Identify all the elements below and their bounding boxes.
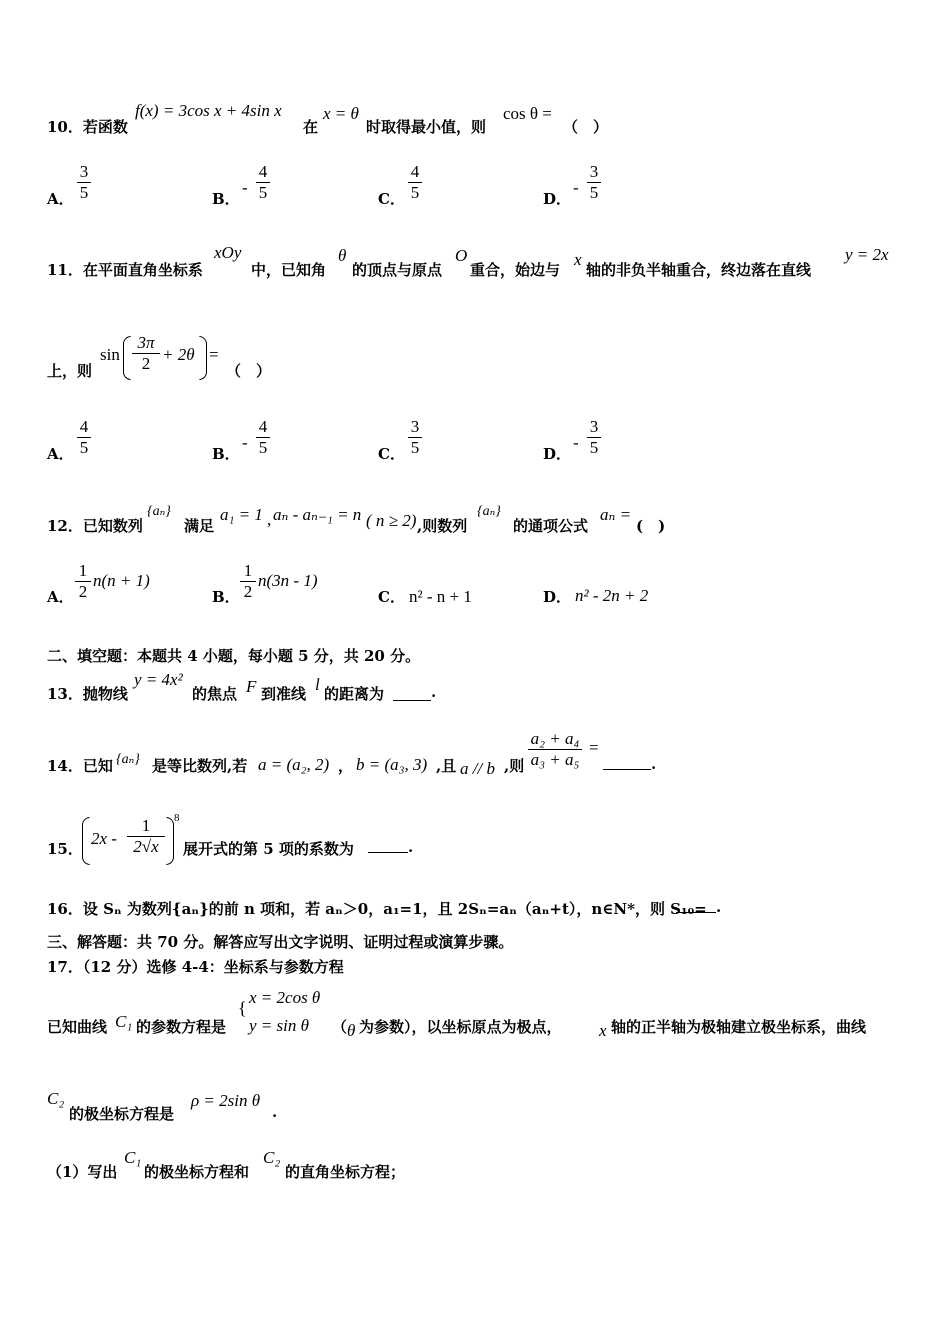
section-2-heading: 二、填空题：本题共 4 小题，每小题 5 分，共 20 分。 [47, 647, 421, 665]
q10-option-label: A． [47, 190, 74, 208]
q14-seq: {aₙ} [116, 752, 140, 767]
q11-left-paren [123, 336, 131, 380]
q12-number: 12．已知数列 [47, 517, 143, 535]
q17-part1-C1: C₁ [124, 1148, 142, 1167]
option-numerator: 4 [258, 417, 268, 436]
q12-paren: ( ) [636, 517, 666, 535]
q10-option-label: B． [212, 190, 240, 208]
q10-option-sign: - [573, 178, 579, 197]
q12-optC-label: C． [378, 588, 405, 606]
q11-option-fraction [587, 417, 601, 458]
q10-ask: cos θ = [503, 104, 552, 123]
q14-frac-num: a₂ + a₄ [530, 729, 580, 748]
q15-number: 15． [47, 840, 83, 858]
q13-number: 13．抛物线 [47, 685, 128, 703]
q14-vector-a: a = (a₂, 2) [258, 755, 330, 774]
q12-text1: 满足 [184, 517, 215, 535]
q14-number: 14．已知 [47, 757, 113, 775]
q12-cond2: aₙ - aₙ₋₁ = n [273, 505, 362, 524]
q15-frac-den: 2√x [133, 837, 159, 856]
q17-end: . [272, 1103, 278, 1121]
q17-brace: { [238, 998, 247, 1018]
q17-text3: （ [332, 1018, 348, 1036]
q10-option-fraction [587, 162, 601, 203]
q11-option-label: D． [543, 445, 572, 463]
q12-optD-label: D． [543, 588, 572, 606]
q15-end: . [408, 838, 414, 856]
q10-option-label: C． [378, 190, 405, 208]
q16-answer-blank [676, 895, 716, 917]
q10-option-label: D． [543, 190, 572, 208]
q11-option-fraction [408, 417, 422, 458]
q17-text6: 的极坐标方程是 [69, 1105, 175, 1123]
q17-polar: ρ = 2sin θ [191, 1091, 261, 1110]
q16-text: 16．设 Sₙ 为数列{aₙ}的前 n 项和，若 aₙ＞0，a₁=1，且 2Sₙ=aₙ（aₙ+t），n∈N*，则 S₁₀= [47, 900, 707, 918]
q11-frac-num: 3π [137, 333, 155, 352]
q11-text2: 的顶点与原点 [352, 261, 443, 279]
section-3-heading: 三、解答题：共 70 分。解答应写出文字说明、证明过程或演算步骤。 [47, 933, 514, 951]
q14-text1: 是等比数列,若 [152, 757, 248, 775]
q11-option-fraction [77, 417, 91, 458]
q13-text2: 到准线 [261, 685, 307, 703]
q10-option-fraction [408, 162, 422, 203]
option-numerator: 4 [79, 417, 89, 436]
q17-part1-a: （1）写出 [47, 1163, 118, 1181]
q12-optA-num: 1 [78, 561, 88, 580]
q11-sin: sin [100, 345, 120, 364]
q14-vector-b: b = (a₃, 3) [356, 755, 428, 774]
q12-optC: n² - n + 1 [409, 587, 472, 606]
q11-option-label: A． [47, 445, 74, 463]
q11-option-sign: - [242, 433, 248, 452]
q12-seq: {aₙ} [147, 504, 171, 519]
option-denominator: 5 [589, 438, 599, 457]
q12-optA-label: A． [47, 588, 74, 606]
q14-text2: ,且 [436, 757, 457, 775]
q11-option-fraction [256, 417, 270, 458]
q11-number: 11．在平面直角坐标系 [47, 261, 203, 279]
option-denominator: 5 [79, 438, 89, 457]
q14-sep: ， [338, 757, 354, 775]
option-numerator: 4 [410, 162, 420, 181]
q11-frac-den: 2 [141, 354, 151, 373]
option-numerator: 3 [589, 417, 599, 436]
q15-exponent: 8 [174, 812, 180, 824]
q12-optB-rest: n(3n - 1) [258, 571, 318, 590]
q11-text3: 重合，始边与 [470, 261, 561, 279]
q11-plus-term: + 2θ [162, 345, 195, 364]
q12-cond3: ( n ≥ 2) [366, 511, 417, 530]
q12-optB-num: 1 [243, 561, 253, 580]
option-numerator: 3 [589, 162, 599, 181]
q11-paren: （ ） [226, 362, 272, 380]
q12-an: aₙ = [600, 505, 632, 524]
q17-x: x [599, 1021, 607, 1040]
q11-right-paren [199, 336, 207, 380]
option-denominator: 5 [258, 438, 268, 457]
q11-x: x [574, 250, 582, 269]
q14-eq: = [589, 738, 599, 757]
q11-origin: O [455, 246, 468, 265]
q17-text2: 的参数方程是 [136, 1018, 227, 1036]
q14-answer-blank [603, 752, 651, 774]
option-denominator: 5 [258, 183, 268, 202]
q13-end: . [431, 683, 437, 701]
q10-option-sign: - [242, 178, 248, 197]
q11-line: y = 2x [845, 245, 889, 264]
q12-text3: 的通项公式 [513, 517, 589, 535]
q12-optA-den: 2 [78, 582, 88, 601]
q10-condition: x = θ [323, 104, 359, 123]
q12-optA-rest: n(n + 1) [93, 571, 150, 590]
q12-optD: n² - 2n + 2 [575, 586, 649, 605]
q10-option-fraction [256, 162, 270, 203]
q11-option-label: C． [378, 445, 405, 463]
q11-text4: 轴的非负半轴重合，终边落在直线 [586, 261, 812, 279]
q11-option-label: B． [212, 445, 240, 463]
q15-fraction [127, 816, 165, 857]
q10-text: 时取得最小值，则 [366, 118, 487, 136]
q17-theta: θ [347, 1021, 356, 1040]
q15-left-paren [82, 817, 90, 865]
q17-part1-c: 的直角坐标方程； [285, 1163, 406, 1181]
q14-end: . [651, 755, 657, 773]
q10-number: 10．若函数 [47, 118, 128, 136]
option-numerator: 4 [258, 162, 268, 181]
q17-C1: C₁ [115, 1012, 133, 1031]
q10-zai: 在 [303, 118, 319, 136]
q12-optB-den: 2 [243, 582, 253, 601]
q17-part1-C2: C₂ [263, 1148, 281, 1167]
q13-F: F [246, 677, 257, 696]
q15-text: 展开式的第 5 项的系数为 [183, 840, 354, 858]
q15-frac-num: 1 [141, 816, 151, 835]
q13-answer-blank [393, 683, 431, 705]
q17-title: 17．（12 分）选修 4-4：坐标系与参数方程 [47, 958, 344, 976]
q12-optA-frac [75, 561, 91, 602]
q13-equation: y = 4x² [134, 670, 183, 689]
q15-expr: 2x - [91, 829, 117, 848]
q17-text4: 为参数），以坐标原点为极点， [359, 1018, 562, 1036]
option-numerator: 3 [79, 162, 89, 181]
q12-cond1: a₁ = 1 [220, 505, 263, 524]
q16-end: . [716, 898, 722, 916]
q15-right-paren [166, 817, 174, 865]
q13-text1: 的焦点 [192, 685, 238, 703]
q11-option-sign: - [573, 433, 579, 452]
q12-optB-label: B． [212, 588, 240, 606]
q14-frac-den: a₃ + a₅ [530, 750, 580, 769]
q12-seq2: {aₙ} [477, 504, 501, 519]
q14-parallel: a // b [460, 759, 495, 778]
q13-l: l [315, 675, 320, 694]
option-numerator: 3 [410, 417, 420, 436]
q12-text2: ,则数列 [417, 517, 468, 535]
q12-optB-frac [240, 561, 256, 602]
q14-text3: ,则 [504, 757, 525, 775]
q12-comma: , [267, 510, 272, 529]
option-denominator: 5 [410, 438, 420, 457]
q14-fraction [528, 729, 582, 770]
q11-theta: θ [338, 246, 347, 265]
q17-part1-b: 的极坐标方程和 [144, 1163, 250, 1181]
q13-text3: 的距离为 [324, 685, 385, 703]
q17-text5: 轴的正半轴为极轴建立极坐标系，曲线 [611, 1018, 867, 1036]
option-denominator: 5 [79, 183, 89, 202]
option-denominator: 5 [589, 183, 599, 202]
q17-eq2: y = sin θ [249, 1016, 309, 1035]
q11-xoy: xOy [214, 243, 242, 262]
option-denominator: 5 [410, 183, 420, 202]
q17-C2: C₂ [47, 1089, 65, 1108]
q10-function: f(x) = 3cos x + 4sin x [135, 101, 282, 120]
q11-fraction [132, 333, 160, 374]
q17-text1: 已知曲线 [47, 1018, 108, 1036]
q11-text1: 中，已知角 [251, 261, 327, 279]
q15-answer-blank [368, 835, 408, 857]
q11-eq: = [209, 345, 219, 364]
q17-eq1: x = 2cos θ [249, 988, 321, 1007]
q11-text5: 上，则 [47, 362, 93, 380]
q10-option-fraction [77, 162, 91, 203]
q10-paren: （ ） [563, 118, 609, 136]
